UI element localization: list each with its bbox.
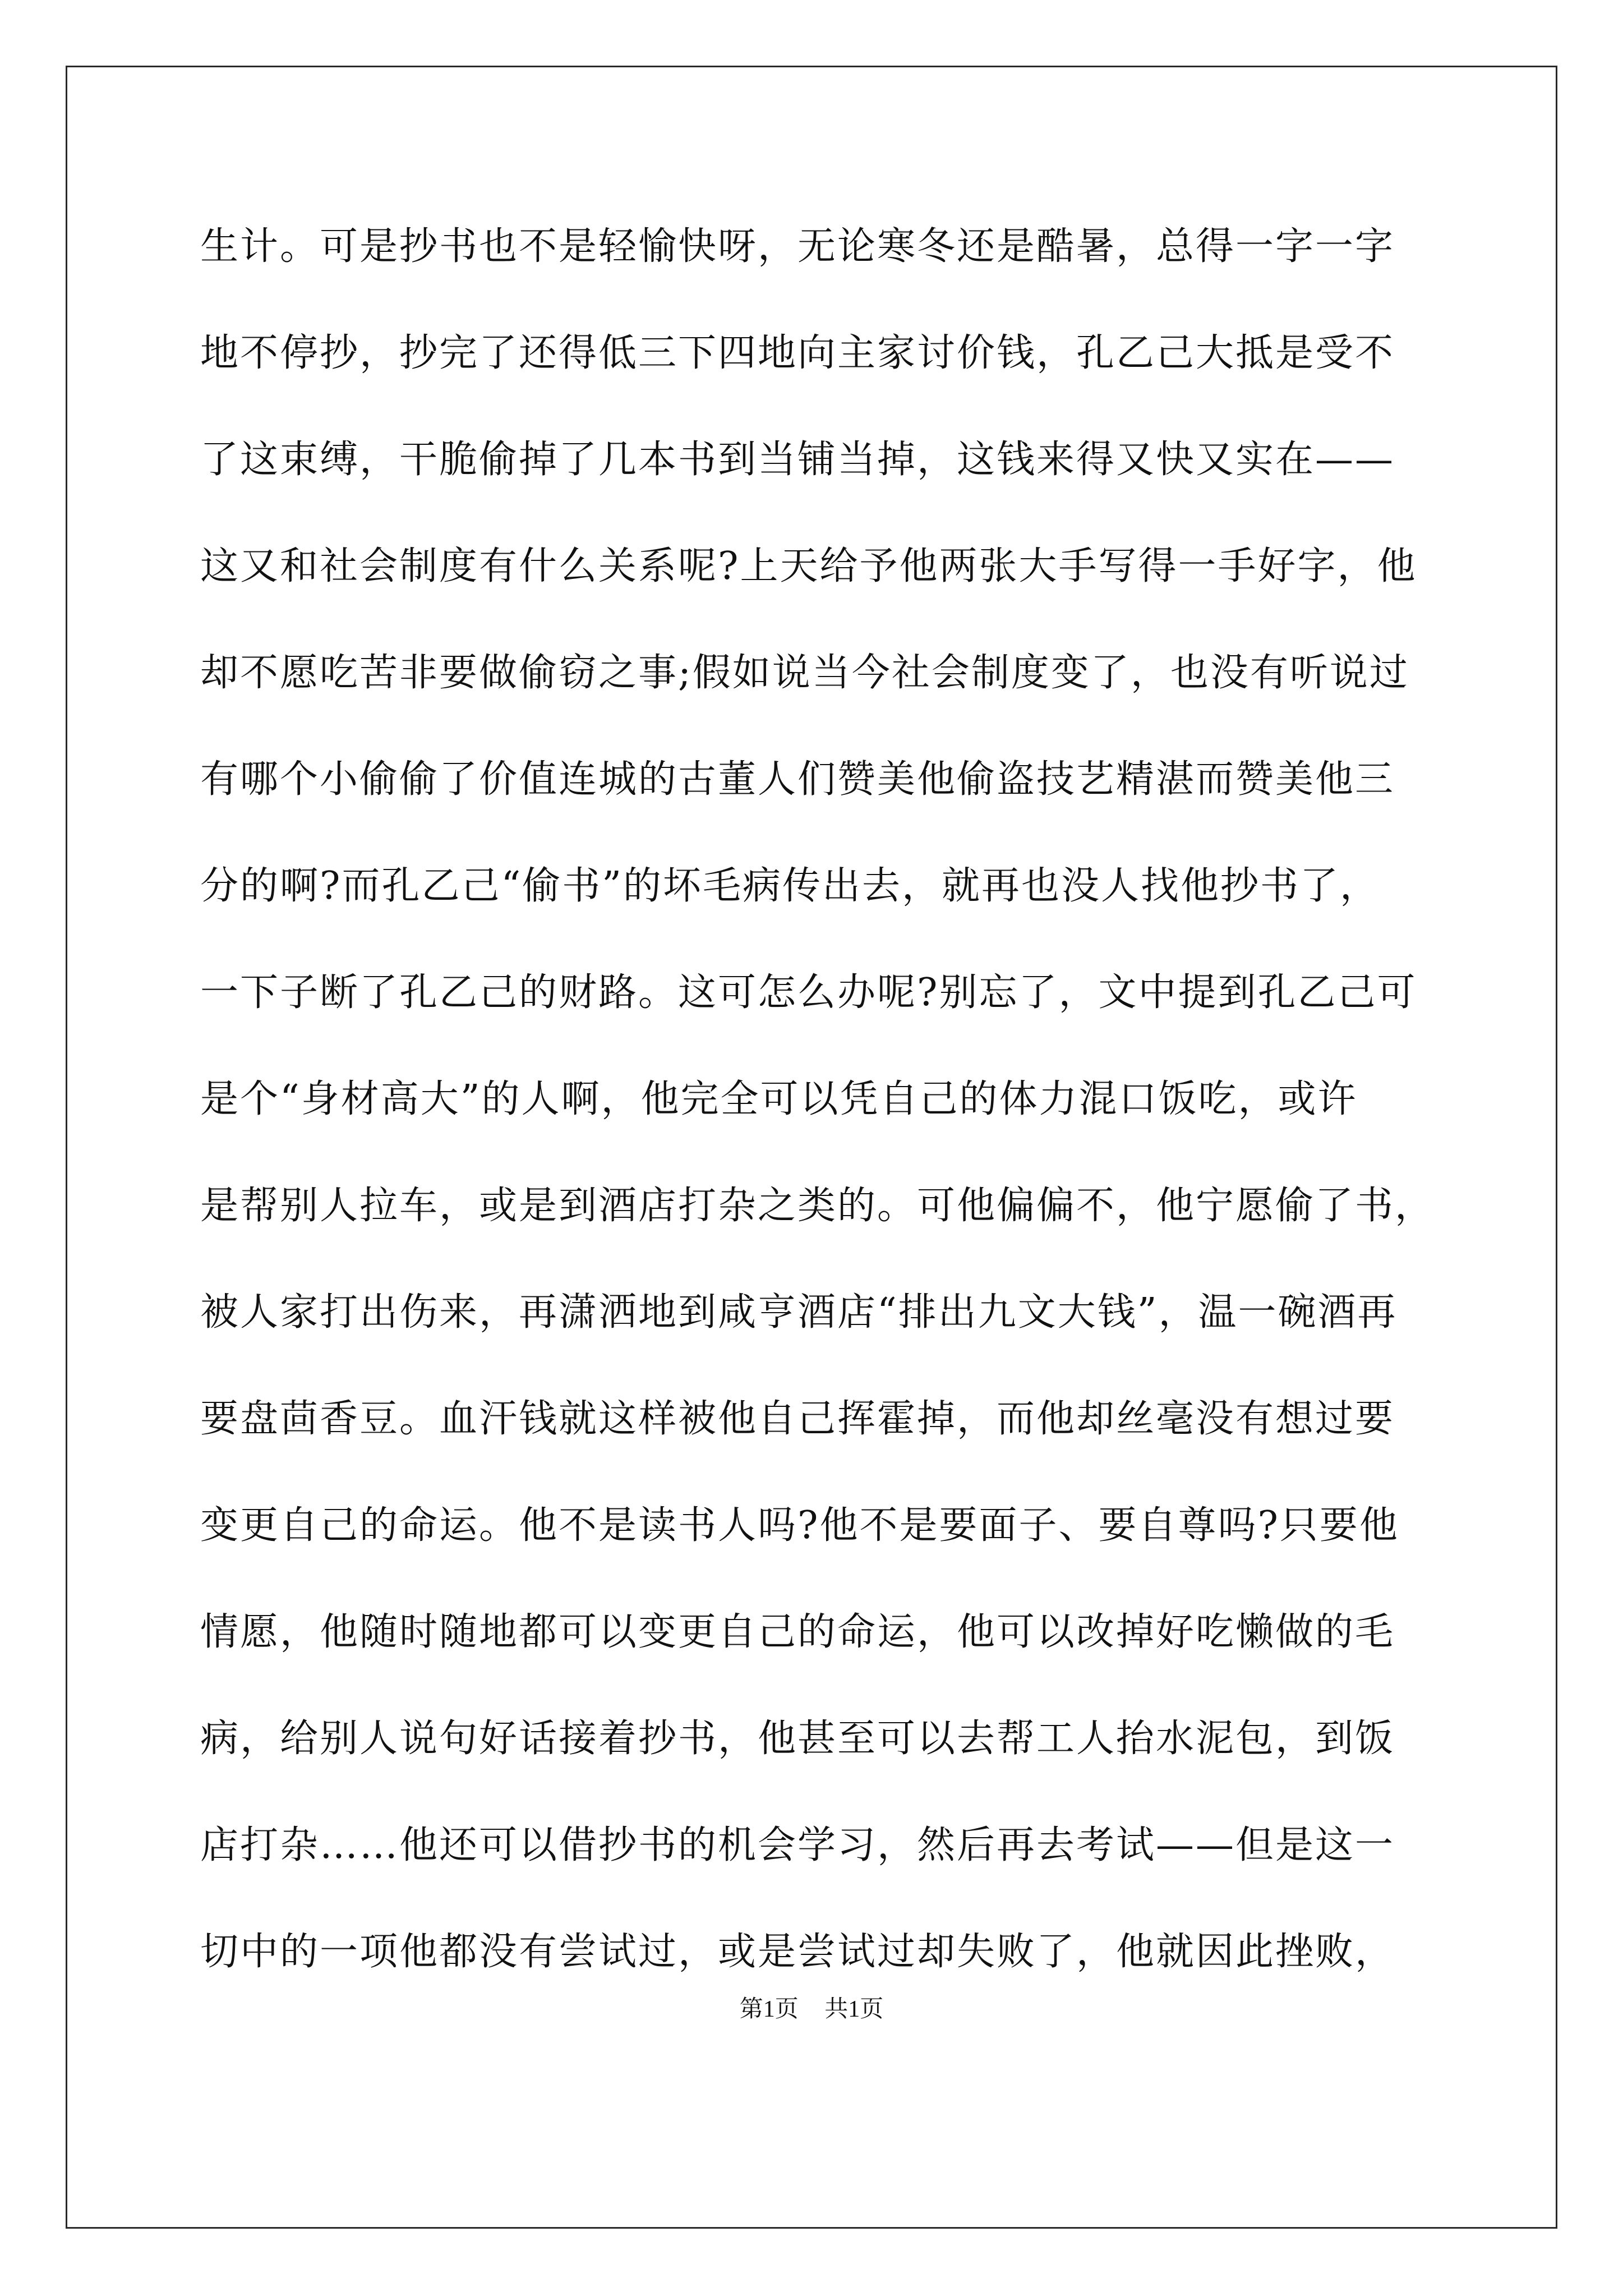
text-line: 切中的一项他都没有尝试过，或是尝试过却失败了，他就因此挫败， [200,1930,1395,1974]
body-text [200,220,1435,2032]
text-line: 分的啊?而孔乙己“偷书”的坏毛病传出去，就再也没人找他抄书了， [200,864,1380,908]
text-line: 要盘茴香豆。血汗钱就这样被他自己挥霍掉，而他却丝毫没有想过要 [200,1397,1395,1441]
text-line: 变更自己的命运。他不是读书人吗?他不是要面子、要自尊吗?只要他 [200,1503,1399,1548]
text-line: 有哪个小偷偷了价值连城的古董人们赞美他偷盗技艺精湛而赞美他三 [200,757,1395,802]
text-line: 却不愿吃苦非要做偷窃之事;假如说当今社会制度变了，也没有听说过 [200,651,1409,695]
text-line: 了这束缚，干脆偷掉了几本书到当铺当掉，这钱来得又快又实在—— [200,438,1395,482]
text-line: 一下子断了孔乙己的财路。这可怎么办呢?别忘了，文中提到孔乙己可 [200,970,1417,1015]
text-line: 是帮别人拉车，或是到酒店打杂之类的。可他偏偏不，他宁愿偷了书， [200,1184,1435,1228]
text-line: 病，给别人说句好话接着抄书，他甚至可以去帮工人抬水泥包，到饭 [200,1717,1395,1761]
page-count: 共1页 [824,1996,884,2022]
text-line: 是个“身材高大”的人啊，他完全可以凭自己的体力混口饭吃，或许 [200,1077,1358,1121]
text-line: 店打杂……他还可以借抄书的机会学习，然后再去考试——但是这一 [200,1823,1395,1867]
text-line: 这又和社会制度有什么关系呢?上天给予他两张大手写得一手好字，他 [200,544,1417,588]
text-line: 生计。可是抄书也不是轻愉快呀，无论寒冬还是酷暑，总得一字一字 [200,224,1395,269]
page-footer [0,1993,1623,2026]
text-line: 被人家打出伤来，再潇洒地到咸亨酒店“排出九文大钱”，温一碗酒再 [200,1290,1398,1335]
page-number: 第1页 [739,1996,799,2022]
text-line: 地不停抄，抄完了还得低三下四地向主家讨价钱，孔乙己大抵是受不 [200,331,1395,375]
text-line: 情愿，他随时随地都可以变更自己的命运，他可以改掉好吃懒做的毛 [200,1610,1395,1654]
